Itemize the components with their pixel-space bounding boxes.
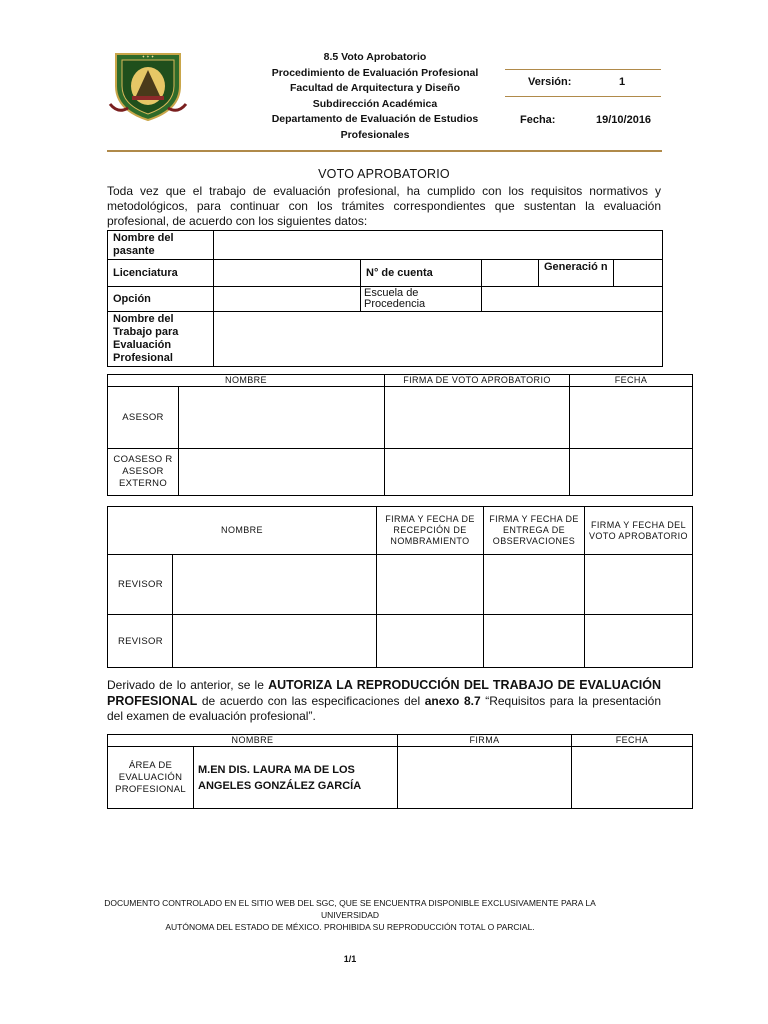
generation-field[interactable] [614,260,663,287]
reviewer-2-approval-field[interactable] [585,615,693,668]
version-value: 1 [619,76,626,88]
authorization-bold-text: AUTORIZA LA REPRODUCCIÓN DEL TRABAJO DE EVALUACIÓN PROFESIONAL [107,678,661,708]
authorization-paragraph [107,678,661,725]
coadvisor-name-field[interactable] [179,449,385,496]
account-number-field[interactable] [482,260,539,287]
date-label: Fecha: [520,114,556,126]
coadvisor-date-field[interactable] [570,449,693,496]
area-head-name: M.EN DIS. LAURA MA DE LOS ANGELES GONZÁLEZ GARCÍA [194,747,398,809]
reviewer-1-name-field[interactable] [173,555,377,615]
account-number-label: N° de cuenta [361,260,482,287]
reviewer-table [107,506,693,668]
university-seal-logo [108,44,188,124]
header-line: Profesionales [340,128,410,141]
area-header-signature: FIRMA [398,735,572,747]
origin-school-label: Escuela de Procedencia [361,287,482,312]
header-line: Departamento de Evaluación de Estudios [271,113,479,125]
evaluation-area-table [107,734,693,809]
footer-line: DOCUMENTO CONTROLADO EN EL SITIO WEB DEL SGC, QUE SE ENCUENTRA DISPONIBLE EXCLUSIVAMENTE PARA LA [104,898,596,908]
origin-school-field[interactable] [482,287,663,312]
advisor-header-name: NOMBRE [108,375,385,387]
footer-line: UNIVERSIDAD [320,910,380,920]
advisor-signature-field[interactable] [385,387,570,449]
footer-line: AUTÓNOMA DEL ESTADO DE MÉXICO. PROHIBIDA SU REPRODUCCIÓN TOTAL O PARCIAL. [165,922,535,932]
area-header-date: FECHA [572,735,693,747]
header-line: 8.5 Voto Aprobatorio [323,51,427,63]
reviewer-2-observations-field[interactable] [484,615,585,668]
intro-paragraph: Toda vez que el trabajo de evaluación profesional, ha cumplido con los requisitos normativos y metodológicos, para continuar con los trámites correspondientes que sustentan la evaluación profesional, de acuerdo con los siguientes datos: [107,184,661,228]
option-field[interactable] [214,287,361,312]
advisor-name-field[interactable] [179,387,385,449]
header-line: Subdirección Académica [312,97,438,110]
advisor-header-signature: FIRMA DE VOTO APROBATORIO [385,375,570,387]
reviewer-2-name-field[interactable] [173,615,377,668]
version-top-rule [505,69,661,70]
area-header-name: NOMBRE [108,735,398,747]
header-line: Procedimiento de Evaluación Profesional [271,66,479,79]
coadvisor-signature-field[interactable] [385,449,570,496]
degree-label: Licenciatura [108,260,214,287]
reviewer-header-reception: FIRMA Y FECHA DE RECEPCIÓN DE NOMBRAMIENTO [377,507,484,555]
annex-reference: anexo 8.7 [424,693,481,708]
student-name-field[interactable] [214,231,663,260]
authorization-text: “Requisitos para la presentación del examen de evaluación profesional”. [107,693,661,723]
advisor-header-date: FECHA [570,375,693,387]
authorization-text: Derivado de lo anterior, se le [107,678,269,692]
authorization-text: de acuerdo con las especificaciones del [197,693,425,708]
reviewer-header-approval: FIRMA Y FECHA DEL VOTO APROBATORIO [585,507,693,555]
footer-notice [80,897,620,933]
thesis-title-label: Nombre del Trabajo para Evaluación Profesional [108,312,214,367]
reviewer-row-label: REVISOR [108,555,173,615]
student-data-table [107,230,663,367]
page-number: 1/1 [343,954,357,964]
reviewer-header-observations: FIRMA Y FECHA DE ENTREGA DE OBSERVACIONES [484,507,585,555]
degree-field[interactable] [214,260,361,287]
reviewer-header-name: NOMBRE [108,507,377,555]
document-header [258,50,492,143]
thesis-title-field[interactable] [214,312,663,367]
date-value: 19/10/2016 [596,114,652,126]
area-date-field[interactable] [572,747,693,809]
version-bottom-rule [505,96,661,97]
option-label: Opción [108,287,214,312]
reviewer-1-approval-field[interactable] [585,555,693,615]
generation-label: Generació n [539,260,614,287]
advisor-date-field[interactable] [570,387,693,449]
student-name-label: Nombre del pasante [108,231,214,260]
reviewer-row-label: REVISOR [108,615,173,668]
reviewer-1-reception-field[interactable] [377,555,484,615]
reviewer-1-observations-field[interactable] [484,555,585,615]
header-bottom-rule [107,150,662,152]
area-row-label: ÁREA DE EVALUACIÓN PROFESIONAL [108,747,194,809]
reviewer-2-reception-field[interactable] [377,615,484,668]
coadvisor-row-label: COASESO R ASESOR EXTERNO [108,449,179,496]
advisor-table [107,374,693,496]
area-signature-field[interactable] [398,747,572,809]
svg-text:✦ ✦ ✦: ✦ ✦ ✦ [141,54,155,59]
header-line: Facultad de Arquitectura y Diseño [290,82,460,94]
version-label: Versión: [528,76,572,88]
document-title: VOTO APROBATORIO [318,167,450,181]
advisor-row-label: ASESOR [108,387,179,449]
